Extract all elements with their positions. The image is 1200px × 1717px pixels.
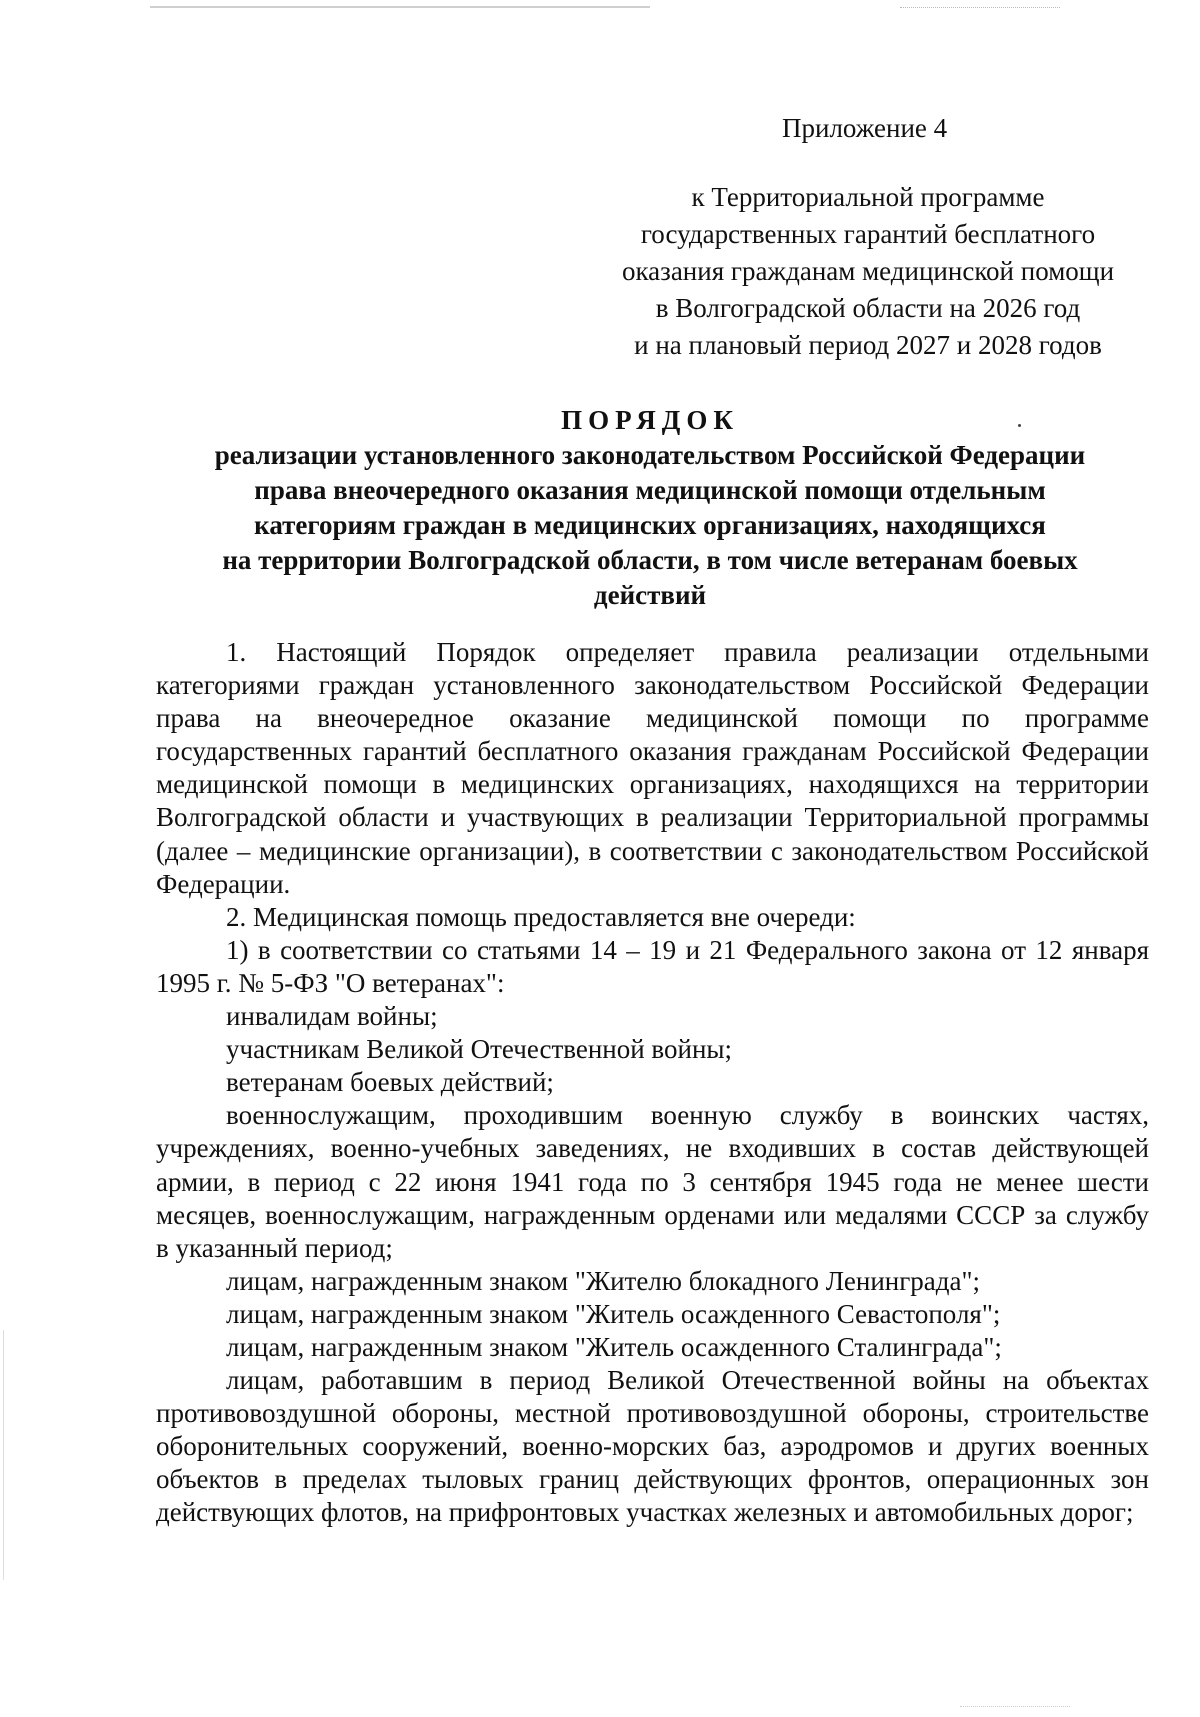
- list-item: лицам, награжденным знаком "Житель осажденного Севастополя";: [226, 1298, 1001, 1329]
- scan-artifact-top-dots: [900, 7, 1060, 9]
- document-body: [156, 636, 1149, 1530]
- paragraph-2: 2. Медицинская помощь предоставляется вне очереди:: [226, 901, 856, 932]
- title-line: реализации установленного законодательством Российской Федерации: [214, 440, 1086, 470]
- appendix-line: к Территориальной программе: [691, 182, 1045, 212]
- appendix-line: в Волгоградской области на 2026 год: [655, 293, 1081, 323]
- title-line: действий: [593, 580, 707, 610]
- list-item: лицам, награжденным знаком "Житель осажденного Сталинграда";: [226, 1331, 1002, 1362]
- list-item: лицам, награжденным знаком "Жителю блокадного Ленинграда";: [226, 1265, 981, 1296]
- title-line: права внеочередного оказания медицинской помощи отдельным: [254, 475, 1046, 505]
- paragraph-4: военнослужащим, проходившим военную службу в воинских частях, учреждениях, военно-учебных заведениях, не входивших в состав действующей армии, в период с 22 июня 1941 года по 3 сентября 1945 года не менее шести месяцев, военнослужащим, награжденным орденами или медалями СССР за службу в указанный период;: [156, 1100, 1149, 1263]
- appendix-number: Приложение 4: [782, 113, 948, 143]
- appendix-subtitle: [600, 179, 1136, 364]
- list-item: участникам Великой Отечественной войны;: [226, 1034, 733, 1065]
- title-heading: ПОРЯДОК: [561, 405, 739, 435]
- list-item: инвалидам войны;: [226, 1001, 438, 1032]
- scan-artifact-left-edge: [3, 1330, 4, 1580]
- title-line: на территории Волгоградской области, в том числе ветеранам боевых: [222, 545, 1078, 575]
- appendix-line: государственных гарантий бесплатного: [640, 219, 1096, 249]
- paragraph-1: 1. Настоящий Порядок определяет правила реализации отдельными категориями граждан установленного законодательством Российской Федерации права на внеочередное оказание медицинской помощи по программе государственных гарантий бесплатного оказания гражданам Российской Федерации медицинской помощи в медицинских организациях, находящихся на территории Волгоградской области и участвующих в реализации Территориальной программы (далее – медицинские организации), в соответствии с законодательством Российской Федерации.: [156, 637, 1149, 899]
- scan-artifact-bottom-dots: [960, 1706, 1070, 1708]
- paragraph-5: лицам, работавшим в период Великой Отечественной войны на объектах противовоздушной обороны, местной противовоздушной обороны, строительстве оборонительных сооружений, военно-морских баз, аэродромов и других военных объектов в пределах тыловых границ действующих фронтов, операционных зон действующих флотов, на прифронтовых участках железных и автомобильных дорог;: [156, 1365, 1149, 1528]
- title-line: категориям граждан в медицинских организациях, находящихся: [254, 510, 1046, 540]
- paragraph-3: 1) в соответствии со статьями 14 – 19 и 21 Федерального закона от 12 января 1995 г. № 5-ФЗ "О ветеранах":: [156, 934, 1149, 998]
- list-item: ветеранам боевых действий;: [226, 1067, 554, 1098]
- appendix-line: и на плановый период 2027 и 2028 годов: [634, 330, 1102, 360]
- document-title: [150, 403, 1150, 613]
- appendix-line: оказания гражданам медицинской помощи: [621, 256, 1115, 286]
- scan-artifact-top-line: [150, 6, 650, 8]
